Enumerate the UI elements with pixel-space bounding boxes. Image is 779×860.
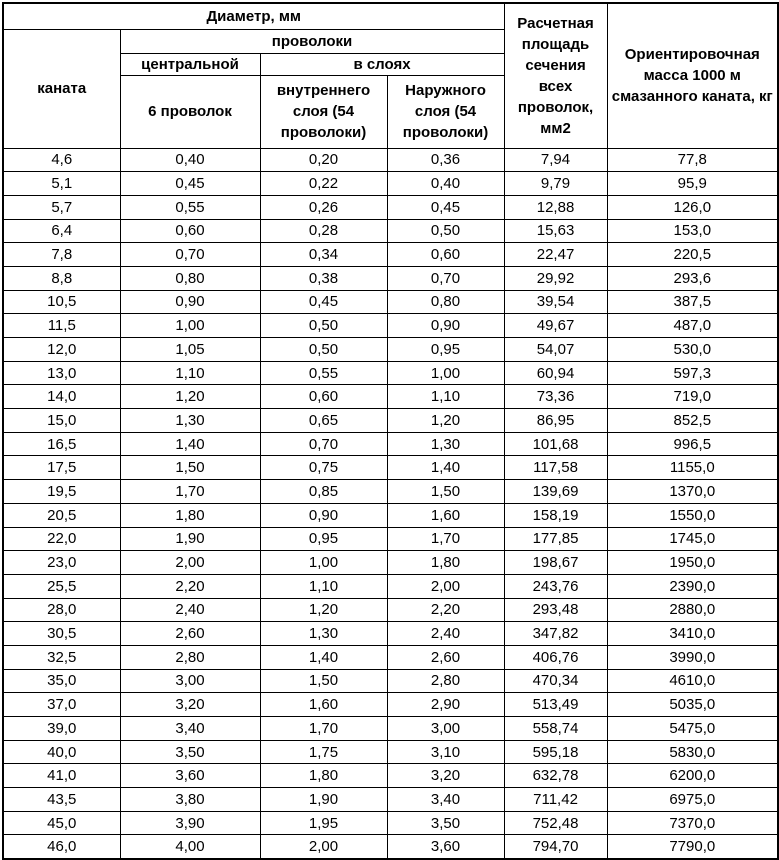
cell-rope-diameter: 41,0 <box>3 764 120 788</box>
table-header <box>3 3 778 148</box>
cell-rope-diameter: 35,0 <box>3 669 120 693</box>
table-row <box>3 195 778 219</box>
cell-outer-layer-wire-diameter: 1,50 <box>387 480 504 504</box>
cell-mass: 7370,0 <box>607 811 778 835</box>
cell-outer-layer-wire-diameter: 0,45 <box>387 195 504 219</box>
cell-inner-layer-wire-diameter: 0,28 <box>260 219 387 243</box>
cell-section-area: 752,48 <box>504 811 607 835</box>
cell-central-wire-diameter: 0,55 <box>120 195 260 219</box>
cell-mass: 6975,0 <box>607 788 778 812</box>
cell-section-area: 243,76 <box>504 574 607 598</box>
cell-rope-diameter: 4,6 <box>3 148 120 172</box>
cell-outer-layer-wire-diameter: 0,90 <box>387 314 504 338</box>
cell-mass: 4610,0 <box>607 669 778 693</box>
cell-inner-layer-wire-diameter: 0,60 <box>260 385 387 409</box>
header-inner-layer-column: внутреннего слоя (54 проволоки) <box>260 75 387 148</box>
cell-mass: 530,0 <box>607 338 778 362</box>
cell-inner-layer-wire-diameter: 0,20 <box>260 148 387 172</box>
cell-mass: 487,0 <box>607 314 778 338</box>
cell-inner-layer-wire-diameter: 2,00 <box>260 835 387 859</box>
cell-inner-layer-wire-diameter: 0,65 <box>260 409 387 433</box>
table-row <box>3 788 778 812</box>
cell-central-wire-diameter: 1,90 <box>120 527 260 551</box>
header-central-group: центральной <box>120 53 260 75</box>
cell-inner-layer-wire-diameter: 1,60 <box>260 693 387 717</box>
cell-rope-diameter: 20,5 <box>3 503 120 527</box>
cell-rope-diameter: 5,7 <box>3 195 120 219</box>
cell-mass: 5035,0 <box>607 693 778 717</box>
cell-outer-layer-wire-diameter: 1,30 <box>387 432 504 456</box>
cell-rope-diameter: 11,5 <box>3 314 120 338</box>
cell-section-area: 198,67 <box>504 551 607 575</box>
table-row <box>3 527 778 551</box>
cell-outer-layer-wire-diameter: 2,00 <box>387 574 504 598</box>
table-row <box>3 338 778 362</box>
cell-section-area: 595,18 <box>504 740 607 764</box>
cell-central-wire-diameter: 3,20 <box>120 693 260 717</box>
header-rope-column: каната <box>3 29 120 148</box>
cell-rope-diameter: 7,8 <box>3 243 120 267</box>
cell-central-wire-diameter: 0,40 <box>120 148 260 172</box>
cell-rope-diameter: 45,0 <box>3 811 120 835</box>
cell-inner-layer-wire-diameter: 0,38 <box>260 266 387 290</box>
cell-outer-layer-wire-diameter: 2,60 <box>387 645 504 669</box>
cell-mass: 220,5 <box>607 243 778 267</box>
cell-rope-diameter: 15,0 <box>3 409 120 433</box>
cell-rope-diameter: 43,5 <box>3 788 120 812</box>
cell-central-wire-diameter: 1,00 <box>120 314 260 338</box>
cell-section-area: 73,36 <box>504 385 607 409</box>
table-row <box>3 243 778 267</box>
cell-central-wire-diameter: 4,00 <box>120 835 260 859</box>
cell-inner-layer-wire-diameter: 0,26 <box>260 195 387 219</box>
table-row <box>3 480 778 504</box>
cell-outer-layer-wire-diameter: 3,50 <box>387 811 504 835</box>
cell-inner-layer-wire-diameter: 1,70 <box>260 717 387 741</box>
cell-inner-layer-wire-diameter: 0,90 <box>260 503 387 527</box>
cell-central-wire-diameter: 2,40 <box>120 598 260 622</box>
cell-rope-diameter: 39,0 <box>3 717 120 741</box>
cell-outer-layer-wire-diameter: 0,80 <box>387 290 504 314</box>
cell-central-wire-diameter: 2,20 <box>120 574 260 598</box>
table-row <box>3 764 778 788</box>
cell-rope-diameter: 16,5 <box>3 432 120 456</box>
cell-section-area: 39,54 <box>504 290 607 314</box>
cell-central-wire-diameter: 1,80 <box>120 503 260 527</box>
table-row <box>3 693 778 717</box>
table-row <box>3 172 778 196</box>
cell-mass: 852,5 <box>607 409 778 433</box>
cell-rope-diameter: 40,0 <box>3 740 120 764</box>
table-row <box>3 456 778 480</box>
cell-section-area: 7,94 <box>504 148 607 172</box>
cell-central-wire-diameter: 3,80 <box>120 788 260 812</box>
cell-section-area: 54,07 <box>504 338 607 362</box>
cell-rope-diameter: 5,1 <box>3 172 120 196</box>
table-row <box>3 266 778 290</box>
cell-central-wire-diameter: 3,40 <box>120 717 260 741</box>
header-area-column: Расчетная площадь сечения всех проволок, мм2 <box>504 3 607 148</box>
table-row <box>3 385 778 409</box>
cell-rope-diameter: 30,5 <box>3 622 120 646</box>
cell-mass: 293,6 <box>607 266 778 290</box>
cell-section-area: 15,63 <box>504 219 607 243</box>
cell-central-wire-diameter: 0,45 <box>120 172 260 196</box>
table-row <box>3 290 778 314</box>
cell-central-wire-diameter: 1,30 <box>120 409 260 433</box>
cell-mass: 3990,0 <box>607 645 778 669</box>
cell-central-wire-diameter: 1,40 <box>120 432 260 456</box>
cell-rope-diameter: 23,0 <box>3 551 120 575</box>
cell-central-wire-diameter: 1,05 <box>120 338 260 362</box>
table-body <box>3 148 778 859</box>
cell-inner-layer-wire-diameter: 0,70 <box>260 432 387 456</box>
cell-central-wire-diameter: 0,70 <box>120 243 260 267</box>
cell-outer-layer-wire-diameter: 1,60 <box>387 503 504 527</box>
cell-section-area: 347,82 <box>504 622 607 646</box>
cell-inner-layer-wire-diameter: 1,95 <box>260 811 387 835</box>
table-row <box>3 148 778 172</box>
cell-outer-layer-wire-diameter: 3,20 <box>387 764 504 788</box>
cell-mass: 7790,0 <box>607 835 778 859</box>
cell-inner-layer-wire-diameter: 0,50 <box>260 314 387 338</box>
cell-outer-layer-wire-diameter: 3,40 <box>387 788 504 812</box>
cell-central-wire-diameter: 1,10 <box>120 361 260 385</box>
header-diameter-group: Диаметр, мм <box>3 3 504 29</box>
cell-section-area: 22,47 <box>504 243 607 267</box>
cell-section-area: 12,88 <box>504 195 607 219</box>
cell-inner-layer-wire-diameter: 1,75 <box>260 740 387 764</box>
table-row <box>3 740 778 764</box>
table-row <box>3 503 778 527</box>
table-row <box>3 314 778 338</box>
cell-rope-diameter: 19,5 <box>3 480 120 504</box>
cell-inner-layer-wire-diameter: 1,90 <box>260 788 387 812</box>
cell-mass: 2390,0 <box>607 574 778 598</box>
cell-mass: 996,5 <box>607 432 778 456</box>
cell-outer-layer-wire-diameter: 1,20 <box>387 409 504 433</box>
cell-central-wire-diameter: 3,90 <box>120 811 260 835</box>
cell-mass: 153,0 <box>607 219 778 243</box>
cell-central-wire-diameter: 2,80 <box>120 645 260 669</box>
cell-rope-diameter: 22,0 <box>3 527 120 551</box>
cell-outer-layer-wire-diameter: 0,70 <box>387 266 504 290</box>
cell-mass: 5475,0 <box>607 717 778 741</box>
cell-outer-layer-wire-diameter: 0,95 <box>387 338 504 362</box>
cell-mass: 77,8 <box>607 148 778 172</box>
header-central-sub: 6 проволок <box>120 75 260 148</box>
cell-inner-layer-wire-diameter: 1,50 <box>260 669 387 693</box>
table-row <box>3 835 778 859</box>
table-row <box>3 622 778 646</box>
cell-central-wire-diameter: 3,50 <box>120 740 260 764</box>
cell-outer-layer-wire-diameter: 1,40 <box>387 456 504 480</box>
cell-mass: 387,5 <box>607 290 778 314</box>
cell-outer-layer-wire-diameter: 0,36 <box>387 148 504 172</box>
cell-section-area: 632,78 <box>504 764 607 788</box>
cell-mass: 1550,0 <box>607 503 778 527</box>
cell-inner-layer-wire-diameter: 0,75 <box>260 456 387 480</box>
cell-central-wire-diameter: 1,20 <box>120 385 260 409</box>
cell-mass: 126,0 <box>607 195 778 219</box>
cell-mass: 1370,0 <box>607 480 778 504</box>
header-wires-group: проволоки <box>120 29 504 53</box>
cell-section-area: 293,48 <box>504 598 607 622</box>
cell-outer-layer-wire-diameter: 3,60 <box>387 835 504 859</box>
cell-central-wire-diameter: 3,60 <box>120 764 260 788</box>
cell-section-area: 158,19 <box>504 503 607 527</box>
cell-inner-layer-wire-diameter: 1,40 <box>260 645 387 669</box>
cell-mass: 597,3 <box>607 361 778 385</box>
cell-section-area: 513,49 <box>504 693 607 717</box>
cell-outer-layer-wire-diameter: 1,80 <box>387 551 504 575</box>
cell-outer-layer-wire-diameter: 0,50 <box>387 219 504 243</box>
cell-central-wire-diameter: 2,00 <box>120 551 260 575</box>
header-mass-column: Ориентировочная масса 1000 м смазанного каната, кг <box>607 3 778 148</box>
cell-section-area: 406,76 <box>504 645 607 669</box>
cell-outer-layer-wire-diameter: 2,80 <box>387 669 504 693</box>
cell-section-area: 117,58 <box>504 456 607 480</box>
cell-section-area: 49,67 <box>504 314 607 338</box>
cell-central-wire-diameter: 0,60 <box>120 219 260 243</box>
cell-section-area: 86,95 <box>504 409 607 433</box>
table-row <box>3 551 778 575</box>
cell-inner-layer-wire-diameter: 0,45 <box>260 290 387 314</box>
table-row <box>3 717 778 741</box>
cell-rope-diameter: 12,0 <box>3 338 120 362</box>
cell-mass: 719,0 <box>607 385 778 409</box>
cell-section-area: 558,74 <box>504 717 607 741</box>
table-row <box>3 432 778 456</box>
cell-mass: 1155,0 <box>607 456 778 480</box>
table-row <box>3 574 778 598</box>
cell-outer-layer-wire-diameter: 1,70 <box>387 527 504 551</box>
cell-mass: 1745,0 <box>607 527 778 551</box>
cell-rope-diameter: 28,0 <box>3 598 120 622</box>
cell-outer-layer-wire-diameter: 2,90 <box>387 693 504 717</box>
cell-outer-layer-wire-diameter: 0,60 <box>387 243 504 267</box>
cell-section-area: 139,69 <box>504 480 607 504</box>
cell-outer-layer-wire-diameter: 1,10 <box>387 385 504 409</box>
cell-section-area: 177,85 <box>504 527 607 551</box>
table-row <box>3 361 778 385</box>
table-row <box>3 669 778 693</box>
cell-section-area: 60,94 <box>504 361 607 385</box>
cell-outer-layer-wire-diameter: 1,00 <box>387 361 504 385</box>
table-row <box>3 598 778 622</box>
cell-section-area: 794,70 <box>504 835 607 859</box>
cell-outer-layer-wire-diameter: 3,10 <box>387 740 504 764</box>
table-row <box>3 219 778 243</box>
cell-central-wire-diameter: 0,90 <box>120 290 260 314</box>
cell-rope-diameter: 46,0 <box>3 835 120 859</box>
cell-outer-layer-wire-diameter: 3,00 <box>387 717 504 741</box>
table-row <box>3 811 778 835</box>
cell-outer-layer-wire-diameter: 0,40 <box>387 172 504 196</box>
table-row <box>3 645 778 669</box>
cell-central-wire-diameter: 1,70 <box>120 480 260 504</box>
cell-section-area: 470,34 <box>504 669 607 693</box>
cell-inner-layer-wire-diameter: 0,22 <box>260 172 387 196</box>
cell-inner-layer-wire-diameter: 1,10 <box>260 574 387 598</box>
cell-rope-diameter: 13,0 <box>3 361 120 385</box>
cell-rope-diameter: 8,8 <box>3 266 120 290</box>
cell-central-wire-diameter: 1,50 <box>120 456 260 480</box>
cell-inner-layer-wire-diameter: 1,00 <box>260 551 387 575</box>
header-outer-layer-column: Наружного слоя (54 проволоки) <box>387 75 504 148</box>
cell-outer-layer-wire-diameter: 2,40 <box>387 622 504 646</box>
cell-rope-diameter: 10,5 <box>3 290 120 314</box>
cell-rope-diameter: 37,0 <box>3 693 120 717</box>
cell-mass: 6200,0 <box>607 764 778 788</box>
cell-inner-layer-wire-diameter: 1,20 <box>260 598 387 622</box>
cell-inner-layer-wire-diameter: 0,34 <box>260 243 387 267</box>
cell-mass: 1950,0 <box>607 551 778 575</box>
cell-rope-diameter: 14,0 <box>3 385 120 409</box>
cell-inner-layer-wire-diameter: 1,80 <box>260 764 387 788</box>
cell-section-area: 29,92 <box>504 266 607 290</box>
cell-rope-diameter: 32,5 <box>3 645 120 669</box>
cell-central-wire-diameter: 3,00 <box>120 669 260 693</box>
header-in-layers-group: в слоях <box>260 53 504 75</box>
cell-mass: 95,9 <box>607 172 778 196</box>
cell-inner-layer-wire-diameter: 0,55 <box>260 361 387 385</box>
cell-section-area: 101,68 <box>504 432 607 456</box>
cell-rope-diameter: 25,5 <box>3 574 120 598</box>
cell-inner-layer-wire-diameter: 0,50 <box>260 338 387 362</box>
cell-central-wire-diameter: 2,60 <box>120 622 260 646</box>
table-row <box>3 409 778 433</box>
cell-inner-layer-wire-diameter: 1,30 <box>260 622 387 646</box>
cell-inner-layer-wire-diameter: 0,95 <box>260 527 387 551</box>
cell-section-area: 711,42 <box>504 788 607 812</box>
cell-section-area: 9,79 <box>504 172 607 196</box>
cell-outer-layer-wire-diameter: 2,20 <box>387 598 504 622</box>
rope-spec-table <box>2 2 779 860</box>
cell-mass: 3410,0 <box>607 622 778 646</box>
cell-inner-layer-wire-diameter: 0,85 <box>260 480 387 504</box>
cell-mass: 2880,0 <box>607 598 778 622</box>
cell-central-wire-diameter: 0,80 <box>120 266 260 290</box>
cell-rope-diameter: 17,5 <box>3 456 120 480</box>
cell-mass: 5830,0 <box>607 740 778 764</box>
cell-rope-diameter: 6,4 <box>3 219 120 243</box>
